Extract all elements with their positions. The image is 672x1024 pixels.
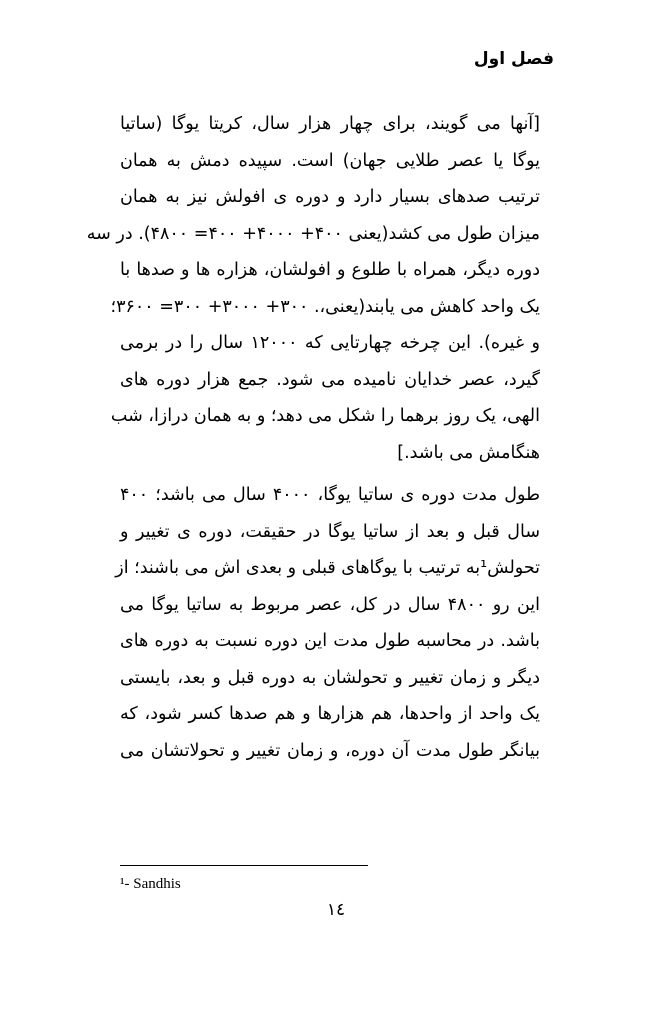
text-line: بیانگر طول مدت آن دوره، و زمان تغییر و تحولاتشان می (120, 740, 540, 761)
text-line: دیگر و زمان تغییر و تحولشان به دوره قبل و بعد، بایستی (120, 667, 540, 688)
text-line: گیرد، عصر خدایان نامیده می شود. جمع هزار دوره های (120, 369, 540, 390)
text-line: یک واحد کاهش می یابند(یعنی،. ۳۰۰+ ۳۰۰۰+ ۳۰۰= ۳۶۰۰؛ (110, 296, 540, 317)
text-line: [آنها می گویند، برای چهار هزار سال، کریتا یوگا (ساتیا (120, 114, 540, 134)
footnote: ¹- Sandhis (120, 876, 181, 892)
chapter-title: فصل اول (473, 49, 554, 69)
text-line: یک واحد از واحدها، هم هزارها و هم صدها کسر شود، که (120, 704, 540, 724)
text-line: تحولش¹به ترتیب با یوگاهای قبلی و بعدی اش می باشند؛ از (115, 558, 540, 578)
text-line: ترتیب صدهای بسیار دارد و دوره ی افولش نیز به همان (120, 187, 540, 207)
text-line: و غیره). این چرخه چهارتایی که ۱۲۰۰۰ سال را در برمی (120, 333, 540, 353)
text-line: الهی، یک روز برهما را شکل می دهد؛ و به همان درازا، شب (110, 406, 540, 426)
text-line: یوگا یا عصر طلایی جهان) است. سپیده دمش به همان (120, 150, 540, 171)
text-line: این رو ۴۸۰۰ سال در کل، عصر مربوط به ساتیا یوگا می (120, 594, 540, 615)
text-line: سال قبل و بعد از ساتیا یوگا در حقیقت، دوره ی تغییر و (120, 521, 540, 542)
text-line: میزان طول می کشد(یعنی ۴۰۰+ ۴۰۰۰+ ۴۰۰= ۴۸۰۰). در سه (86, 223, 540, 244)
text-line: طول مدت دوره ی ساتیا یوگا، ۴۰۰۰ سال می باشد؛ ۴۰۰ (120, 485, 540, 505)
paragraph-1 (86, 106, 540, 471)
footnote-separator (120, 865, 368, 866)
page-number: ۱٤ (326, 900, 346, 920)
text-line: هنگامش می باشد.] (397, 442, 540, 463)
paragraph-2 (115, 477, 540, 769)
body-text (86, 106, 540, 769)
text-line: باشد. در محاسبه طول مدت این دوره نسبت به دوره های (120, 631, 540, 651)
text-line: دوره دیگر، همراه با طلوع و افولشان، هزاره ها و صدها با (120, 260, 540, 280)
